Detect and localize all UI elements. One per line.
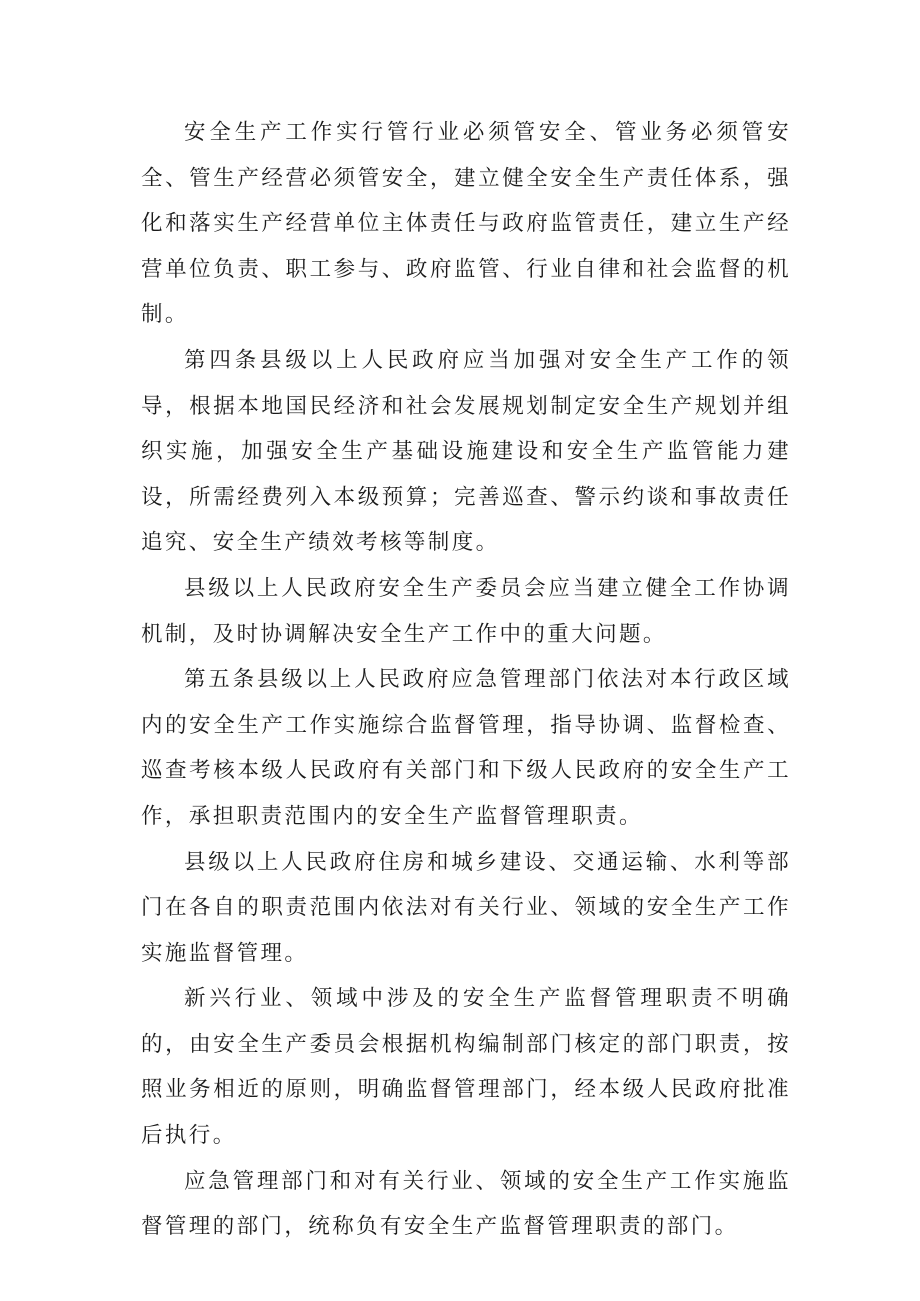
paragraph-article-4: 第四条县级以上人民政府应当加强对安全生产工作的领导，根据本地国民经济和社会发展规划制定安全生产规划并组织实施，加强安全生产基础设施建设和安全生产监管能力建设，所需经费列入本级预算；完善巡查、警示约谈和事故责任追究、安全生产绩效考核等制度。 — [141, 347, 791, 556]
paragraph-responsibility-system: 安全生产工作实行管行业必须管安全、管业务必须管安全、管生产经营必须管安全，建立健全安全生产责任体系，强化和落实生产经营单位主体责任与政府监管责任，建立生产经营单位负责、职工参与、政府监管、行业自律和社会监督的机制。 — [141, 120, 791, 328]
paragraph-industry-departments: 县级以上人民政府住房和城乡建设、交通运输、水利等部门在各自的职责范围内依法对有关行业、领域的安全生产工作实施监督管理。 — [141, 849, 791, 966]
paragraph-definition: 应急管理部门和对有关行业、领域的安全生产工作实施监督管理的部门，统称负有安全生产监督管理职责的部门。 — [141, 1168, 791, 1240]
document-page — [141, 110, 791, 1250]
paragraph-article-5: 第五条县级以上人民政府应急管理部门依法对本行政区域内的安全生产工作实施综合监督管理，指导协调、监督检查、巡查考核本级人民政府有关部门和下级人民政府的安全生产工作，承担职责范围内的安全生产监督管理职责。 — [141, 667, 791, 829]
paragraph-safety-committee: 县级以上人民政府安全生产委员会应当建立健全工作协调机制，及时协调解决安全生产工作中的重大问题。 — [141, 575, 791, 647]
paragraph-emerging-industries: 新兴行业、领域中涉及的安全生产监督管理职责不明确的，由安全生产委员会根据机构编制部门核定的部门职责，按照业务相近的原则，明确监督管理部门，经本级人民政府批准后执行。 — [141, 986, 791, 1149]
